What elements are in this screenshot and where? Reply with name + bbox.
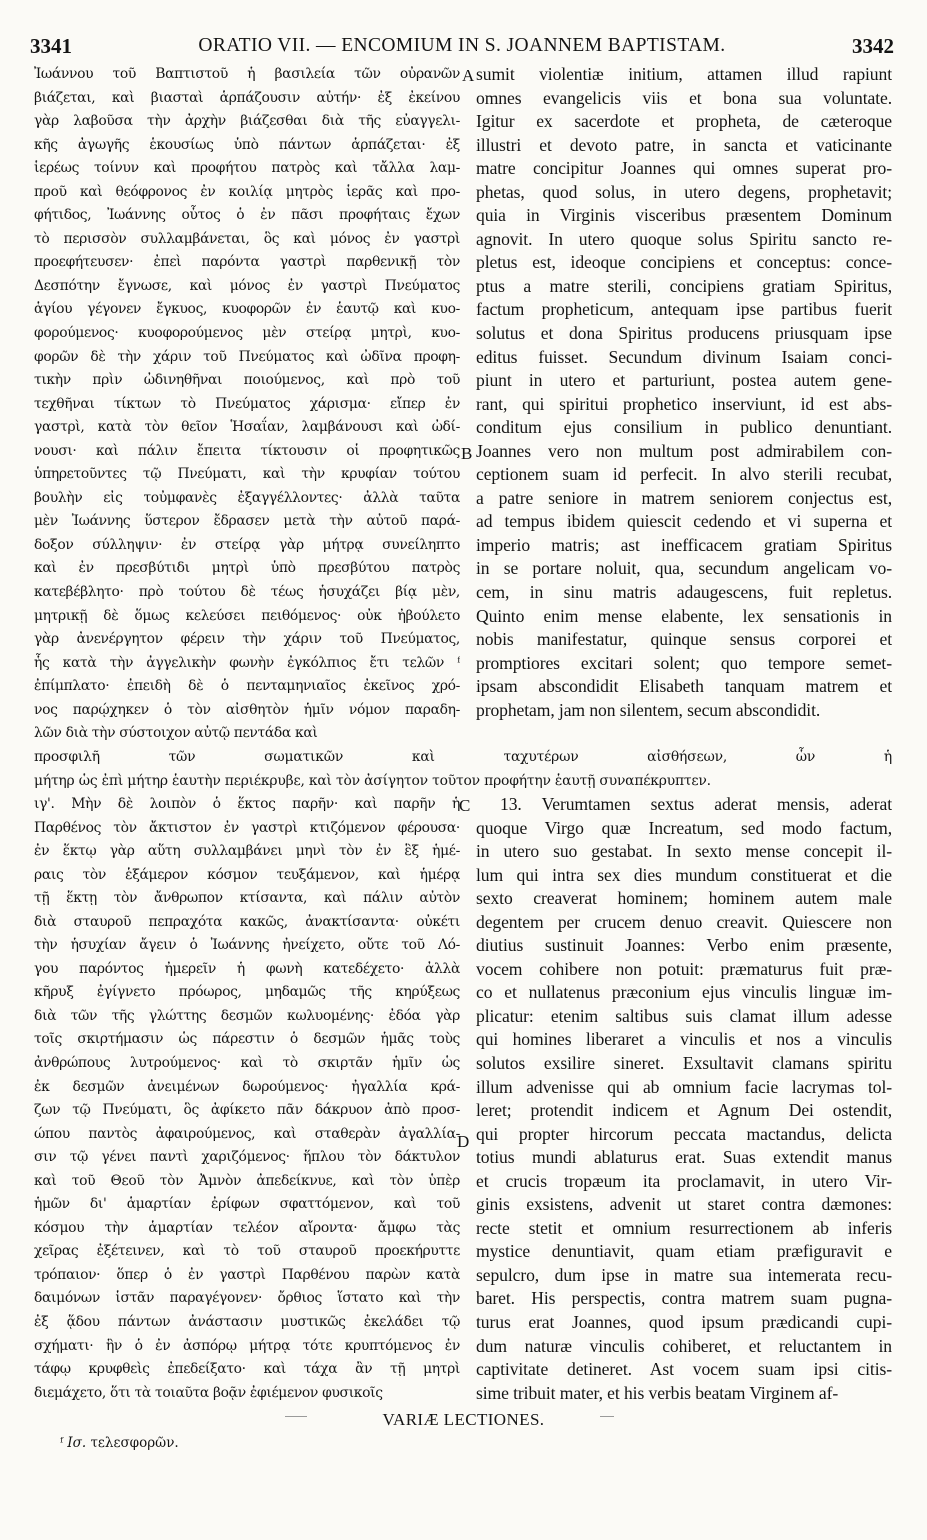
text-line: plicatur: etenim saltibus suis clamat illum adesse	[476, 1005, 892, 1026]
text-line: Igitur ex sacerdote et propheta, de cæteroque	[476, 111, 892, 132]
text-line: δοξον σύλληψιν· ἐν στείρᾳ γὰρ μήτρᾳ συνείληπτο	[34, 536, 460, 553]
text-line: διὰ σταυροῦ πεπραχότα κακῶς, ἀνακτίσαντα· οὐκέτι	[34, 913, 460, 930]
text-line: τεχθῆναι τίκτων τὸ Πνεύματος χάρισμα· εἴπερ ἐν	[34, 395, 460, 412]
text-line: προεφήτευσεν· ἐπεὶ παρόντα γαστρὶ παρθενικῇ τὸν	[34, 254, 460, 271]
text-line: a patre seniore in matrem seniorem conjectus est,	[476, 487, 892, 508]
text-line: sexto creaverat hominem; hominem autem male	[476, 888, 892, 909]
text-line: pletus est, ideoque concipiens et conceptus: conce-	[476, 252, 892, 273]
greek-column-lower	[34, 793, 460, 1405]
text-line: ἱερέως τοίνυν καὶ προφήτου πατρὸς καὶ τἄλλα λαμ-	[34, 160, 460, 177]
text-line: ipsam abscondidit Elisabeth tanquam matrem et	[476, 676, 892, 697]
text-line: βουλὴν εἰς τοὐμφανὲς ἐξαγγέλλοντες· ἀλλὰ ταῦτα	[34, 489, 460, 506]
text-line: τικὴν πρὶν ὠδινηθῆναι ποιούμενος, καὶ πρὸ τοῦ	[34, 372, 460, 389]
text-line: ζων τῷ Πνεύματι, ὃς ἀφίκετο πᾶν δάκρυον ἀπὸ προσ-	[34, 1102, 460, 1119]
text-line: Δεσπότην ἔγνωσε, καὶ μόνος ἐν γαστρὶ Πνεύματος	[34, 277, 460, 294]
text-line: illustri et devoto patre, in sancta et vaticinante	[476, 134, 892, 155]
text-line: sime tribuit mater, et his verbis beatam Virginem af-	[476, 1382, 839, 1403]
text-line: προῦ καὶ θεόφρονος ἐν κοιλίᾳ μητρὸς ἱερᾶς καὶ προ-	[34, 183, 460, 200]
text-line: Ἰωάννου τοῦ Βαπτιστοῦ ἡ βασιλεία τῶν οὐρανῶν	[34, 66, 460, 82]
text-line: solutos exsilire sineret. Exsultavit clamans spiritu	[476, 1053, 892, 1074]
text-line: ἁγίου γέγονεν ἔγκυος, κυοφορῶν ἐν ἑαυτῷ καὶ κυο-	[34, 301, 460, 318]
text-line: καὶ τοῦ Θεοῦ τὸν Ἀμνὸν ἀπεδείκνυε, καὶ τὸν ὑπὲρ	[34, 1172, 460, 1189]
text-line: rant, qui spiritui prophetico inserviunt, id est abs-	[476, 393, 892, 414]
text-line: διεμάχετο, ὅτι τὰ τοιαῦτα βοᾷν ἐφιέμενον φυσικοῖς	[34, 1384, 383, 1401]
margin-letter-a: A	[462, 66, 475, 85]
latin-column-upper	[476, 63, 892, 722]
text-line: μὲν Ἰωάννης ὕστερον ἔδρασεν μετὰ τὴν αὐτοῦ παρά-	[34, 513, 460, 530]
text-line: γὰρ λαβοῦσα τὴν ἀρχὴν βιάζεσθαι διὰ τῆς εὐαγγελι-	[34, 113, 460, 130]
margin-letter-b: B	[461, 444, 473, 463]
text-line: factum propheticum, antequam ipse partibus fuerit	[476, 299, 892, 320]
text-line: agnovit. In utero quoque solus Spiritu sancto re-	[476, 228, 892, 249]
left-page-number: 3341	[30, 34, 72, 58]
ornament-dash-right	[600, 1416, 614, 1417]
text-line: ὑπηρετοῦντες τῷ Πνεύματι, καὶ τὴν κρυφίαν τούτου	[34, 466, 460, 483]
text-line: σιν τῷ γένει παντὶ χαριζόμενος· ἥπλου τὸν δάκτυλον	[34, 1149, 460, 1166]
text-line: νος παρῴχηκεν ὁ τὸν αἰσθητὸν ἡμῖν νόμον παραδη-	[34, 701, 460, 718]
text-line: piunt in utero et parturiunt, postea autem gene-	[476, 370, 892, 391]
text-line: δαιμόνων ἱστᾶν παραγέγονεν· ὄρθιος ἵστατο καὶ τὴν	[34, 1290, 460, 1307]
text-line: solutus et dona Spiritus producens priusquam ipse	[476, 323, 892, 344]
text-line: omnes evangelicis viis et bona sua voluntate.	[476, 87, 892, 108]
variae-lectiones-heading: VARIÆ LECTIONES.	[382, 1410, 545, 1429]
latin-column-lower	[476, 793, 892, 1405]
greek-column-upper	[34, 63, 460, 746]
footnote	[60, 1435, 179, 1451]
text-line: χεῖρας ἐξέτεινεν, καὶ τὸ τοῦ σταυροῦ προεκήρυττε	[34, 1243, 460, 1260]
text-line: quia in Virginis visceribus præsentem Dominum	[476, 205, 892, 226]
text-line: τὸ περισσὸν συλλαμβάνεται, ὃς καὶ μόνος ἐν γαστρὶ	[34, 230, 460, 247]
text-line: baret. His perspectis, contra matrem suam pugna-	[476, 1288, 892, 1309]
text-line: κῆς ἀγωγῆς ἑκουσίως ὑπὸ πάντων ἁρπάζεται· ἐξ	[34, 136, 460, 153]
text-line: ώπου παντὸς ἀφαιρούμενος, καὶ σταθερὰν ἀγαλλία-	[34, 1125, 460, 1142]
text-line: sumit violentiæ initium, attamen illud rapiunt	[476, 64, 892, 84]
text-line: matre concipitur Joannes qui omnes superat pro-	[476, 158, 892, 179]
text-line: in utero suo gestabat. In sexto mense concepit il-	[476, 841, 892, 862]
text-line: νουσι· καὶ πάλιν ἔπειτα τίκτουσιν οἱ προφητικῶς	[34, 442, 460, 459]
text-line: κόσμου τὴν ἁμαρτίαν τελέον αἴροντα· ἄμφω τὰς	[34, 1219, 460, 1236]
running-header	[30, 34, 894, 62]
text-line: quoque Virgo quæ Increatum, sed modo factum,	[476, 817, 892, 838]
right-page-number: 3342	[852, 34, 894, 58]
text-line: ἐκ δεσμῶν ἀνειμένων δωρούμενος· ἠγαλλία κρά-	[34, 1078, 460, 1095]
text-line: imperio matris; ast inefficacem gratiam Spiritus	[476, 534, 892, 555]
text-line: κατεβέβλητο· πρὸ τούτου δὲ τέως ἡσυχάζει βίᾳ μὲν,	[34, 584, 460, 601]
text-line: φήτιδος, Ἰωάννης οὗτος ὁ ἐν πᾶσι προφήταις ἔχων	[34, 207, 460, 224]
text-line: promptiores excitari solent; quo tempore semet-	[476, 652, 892, 673]
text-line: ἐπίμπλατο· ἐπειδὴ δὲ ὁ πενταμηνιαῖος ἐκεῖνος χρό-	[34, 678, 460, 695]
text-line: γου παρόντος ἠμερεῖν ἡ φωνὴ κατεδέχετο· ἀλλὰ	[34, 960, 460, 977]
margin-letter-c: C	[459, 796, 471, 815]
greek-spanning-line: προσφιλῆ τῶν σωματικῶν καὶ ταχυτέρων αἰσθήσεων, ὧν ἡ	[34, 749, 892, 765]
text-line: κῆρυξ ἐγίγνετο πρόωρος, μηδαμῶς τῆς κηρύξεως	[34, 984, 460, 1001]
text-line: recte stetit et omnium resurrectionem ab inferis	[476, 1217, 892, 1238]
text-line: τὴν ἡσυχίαν ἄγειν ὁ Ἰωάννης ἠνείχετο, οὔτε τοῦ Λό-	[34, 937, 460, 954]
text-line: conditum ejus consilium in publico denuntiant.	[476, 417, 892, 438]
text-line: sepulcro, dum ipse in matre sua intemerata recu-	[476, 1264, 892, 1285]
text-line: ἐξ ᾅδου πάντων ἀνάστασιν μυστικῶς ἐκελάδει τῷ	[34, 1314, 460, 1331]
text-line: turus erat Joannes, quod ipsum prædicandi cupi-	[476, 1312, 892, 1333]
text-line: ptus a matre sterili, concipiens gratiam Spiritus,	[476, 275, 892, 296]
text-line: σχήματι· ἣν ὁ ἐν ἀσπόρῳ μήτρᾳ τότε κρυπτόμενος ἐν	[34, 1337, 460, 1354]
text-line: τρόπαιον· ὅπερ ὁ ἐν γαστρὶ Παρθένου παρὼν κατὰ	[34, 1266, 460, 1283]
text-line: degentem per crucem denuo creavit. Quiescere non	[476, 911, 892, 932]
text-line: ad tempus ibidem quiescit cedendo et vi superna et	[476, 511, 892, 532]
text-line: diutius sustinuit Joannes: Verbo enim præsente,	[476, 935, 892, 956]
footnote-mark: ᶠ	[60, 1435, 63, 1451]
text-line: ἧς κατὰ τὴν ἀγγελικὴν φωνὴν ἐγκόλπιος ἔτι τελῶν ᶠ	[34, 654, 460, 671]
text-line: ιγ'. Μὴν δὲ λοιπὸν ὁ ἕκτος παρῆν· καὶ παρῆν ἡ	[34, 796, 460, 812]
text-line: vocem cohibere non potuit: præmaturus fuit præ-	[476, 958, 892, 979]
text-line: prophetam, jam non silentem, secum abscondidit.	[476, 699, 821, 720]
text-line: τάφῳ κρυφθεὶς ἐπεδείξατο· καὶ τάχα ἂν τῇ μητρὶ	[34, 1361, 460, 1378]
text-line: φορῶν δὲ τὴν χάριν τοῦ Πνεύματος καὶ ὠδῖνα προφη-	[34, 348, 460, 365]
text-line: et crucis tropæum ita proclamavit, in utero Vir-	[476, 1170, 892, 1191]
margin-letter-d: D	[457, 1132, 470, 1151]
text-line: βιάζεται, καὶ βιασταὶ ἁρπάζουσιν αὐτήν· ἐξ ἐκείνου	[34, 89, 460, 106]
footnote-abbreviation: Ισ.	[67, 1435, 87, 1451]
text-line: Joannes vero non multum post admirabilem con-	[476, 440, 892, 461]
text-line: γαστρὶ, κατὰ τὸν θεῖον Ἡσαΐαν, λαμβάνουσι καὶ ὠδί-	[34, 419, 460, 436]
text-line: editus fuisset. Secundum divinum Isaiam conci-	[476, 346, 892, 367]
running-title: ORATIO VII. — ENCOMIUM IN S. JOANNEM BAPTISTAM.	[198, 35, 726, 56]
text-line: 13. Verumtamen sextus aderat mensis, aderat	[500, 794, 892, 814]
text-line: καὶ ἐν πρεσβύτιδι μητρὶ ὑπὸ πρεσβύτου πατρὸς	[34, 560, 460, 577]
text-line: γὰρ ἀνενέργητον φέρειν τὴν χάριν τοῦ Πνεύματος,	[34, 631, 460, 648]
text-line: ceptionem suam id perfecit. In alvo sterili recubat,	[476, 464, 892, 485]
text-line: illum advenisse qui ab omnium facie lacrymas tol-	[476, 1076, 892, 1097]
text-line: co et nullatenus præconium ejus vinculis linguæ im-	[476, 982, 892, 1003]
text-line: leret; protendit indicem et Agnum Dei ostendit,	[476, 1100, 892, 1121]
text-line: captivitate detineret. Ast vocem suam ipsi citis-	[476, 1359, 892, 1380]
text-line: qui propter hircorum peccata mactandus, delicta	[476, 1123, 892, 1144]
text-line: Παρθένος τὸν ἄκτιστον ἐν γαστρὶ κτιζόμενον φέρουσα·	[34, 819, 460, 836]
greek-spanning-line: μήτηρ ὡς ἐπὶ μήτηρ ἑαυτὴν περιέκρυβε, καὶ τὸν ἀσίγητον τοῦτον προφήτην ἑαυτῇ συναπέκρυπτεν.	[34, 773, 711, 789]
text-line: ἀνθρώπους λυτρούμενος· καὶ τὸ σκιρτᾶν ἡμῖν ὡς	[34, 1055, 460, 1072]
text-line: ραις τὸν ἑξάμερον κόσμον τευξάμενον, καὶ ἡμέρᾳ	[34, 866, 460, 883]
text-line: Quinto enim mense elabente, lex sensationis in	[476, 605, 892, 626]
text-line: ἡμῶν δι' ἁμαρτίαν ἐρίφων σφαττόμενον, καὶ τοῦ	[34, 1196, 460, 1213]
text-line: phetas, quod solus, in utero degens, prophetavit;	[476, 181, 892, 202]
text-line: τῇ ἕκτῃ τὸν ἄνθρωπον κτίσαντα, καὶ πάλιν αὐτὸν	[34, 890, 460, 907]
text-line: qui homines liberaret a vinculis et nos a vinculis	[476, 1029, 892, 1050]
text-line: ginis exsistens, advenit ut staret contra dæmones:	[476, 1194, 892, 1215]
text-line: in se portare noluit, qua, secundum angelicam vo-	[476, 558, 892, 579]
text-line: totius mundi ablaturus erat. Suas extendit manus	[476, 1147, 892, 1168]
text-line: διὰ τῶν τῆς γλώττης δεσμῶν κωλυομένης· ἐδόα γὰρ	[34, 1007, 460, 1024]
text-line: lum qui intra sex dies mundum constituerat et die	[476, 864, 892, 885]
text-line: ἐν ἕκτῳ γὰρ αὕτη συλλαμβάνει μηνὶ τὸν ἐν ἓξ ἡμέ-	[34, 843, 460, 860]
text-line: φορούμενος· κυοφορούμενος μὲν στείρᾳ μητρὶ, κυο-	[34, 325, 460, 342]
text-line: cem, in sinu matris adaugescens, fuit repletus.	[476, 582, 892, 603]
text-line: μητρικῇ δὲ ὅμως κελεύσει πειθόμενος· οὐκ ἠβούλετο	[34, 607, 460, 624]
text-line: nobis manifestatur, quinque sensus corporei et	[476, 629, 892, 650]
footnote-text: τελεσφορῶν.	[90, 1435, 179, 1451]
text-line: mystice denuntiavit, quam etiam præfiguravit e	[476, 1241, 892, 1262]
text-line: dum naturæ vinculis cohiberet, et reluctantem in	[476, 1335, 892, 1356]
text-line: λῶν διὰ τὴν σύστοιχον αὐτῷ πεντάδα καὶ	[34, 725, 318, 742]
text-line: τοῖς σκιρτήμασιν ὡς πάρεστιν ὁ δεσμῶν ἡμᾶς τοὺς	[34, 1031, 460, 1048]
